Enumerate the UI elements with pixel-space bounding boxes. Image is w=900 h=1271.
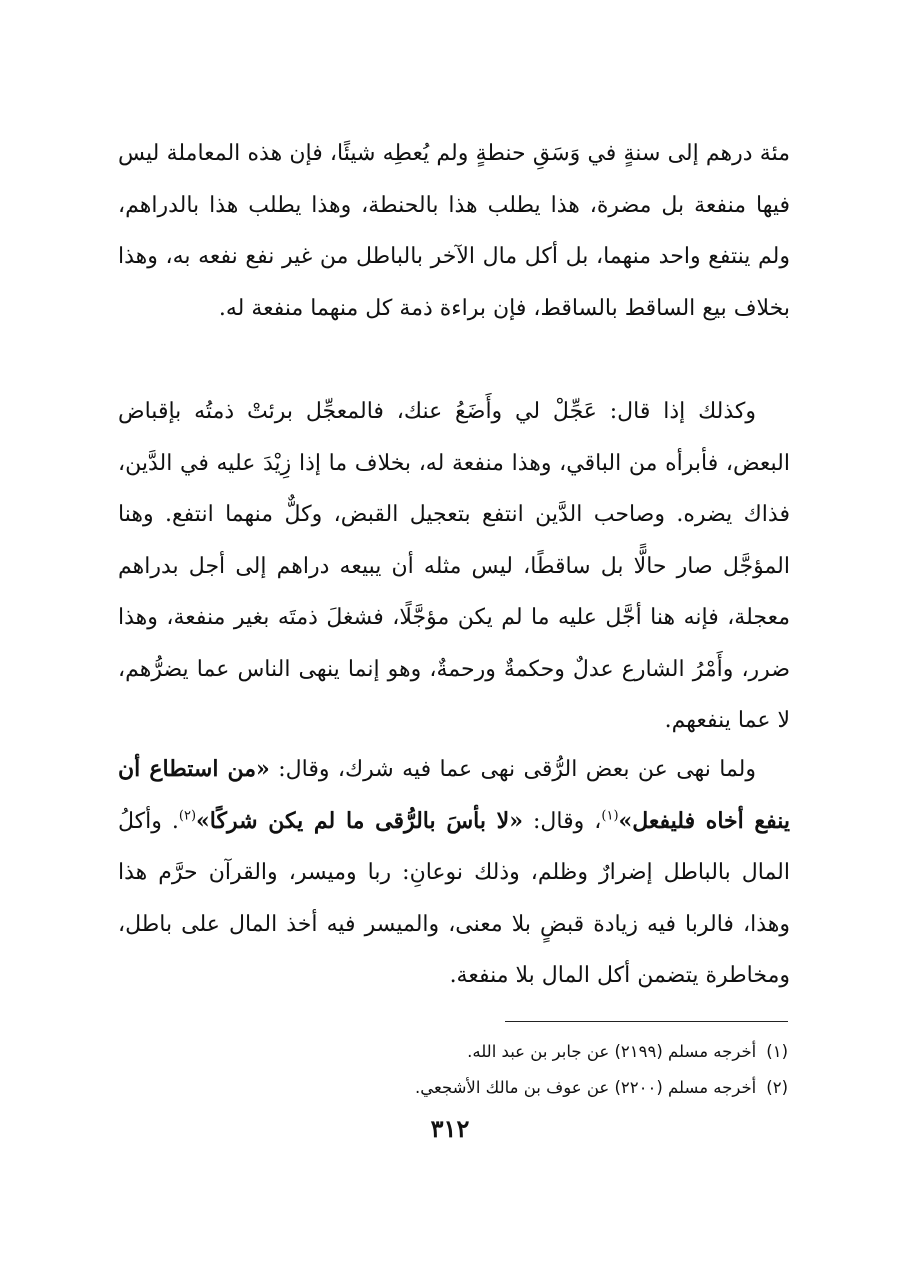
footnote-2 <box>118 1070 788 1106</box>
footnote-text: أخرجه مسلم (٢١٩٩) عن جابر بن عبد الله. <box>467 1042 757 1061</box>
footnote-ref-1[interactable]: (١) <box>601 808 619 824</box>
paragraph-3-part-3: . وأكلُ المال بالباطل إضرارٌ وظلم، وذلك نوعانِ: ربا وميسر، والقرآن حرَّم هذا وهذا، فالربا فيه زيادة قبضٍ بلا معنى، والميسر فيه أخذ المال على باطل، ومخاطرة يتضمن أكل المال بلا منفعة. <box>118 808 790 988</box>
page-number: ٣١٢ <box>430 1114 470 1143</box>
footnote-number: (٢) <box>766 1078 788 1097</box>
footnotes <box>118 1034 788 1106</box>
paragraph-3-part-1: ولما نهى عن بعض الرُّقى نهى عما فيه شرك، وقال: <box>269 757 756 782</box>
paragraph-1-text: مئة درهم إلى سنةٍ في وَسَقِ حنطةٍ ولم يُعطِه شيئًا، فإن هذه المعاملة ليس فيها منفعة بل مضرة، هذا يطلب هذا بالحنطة، وهذا يطلب هذا بالدراهم، ولم ينتفع واحد منهما، بل أكل مال الآخر بالباطل من غير نفع نفعه به، وهذا بخلاف بيع الساقط بالساقط، فإن براءة ذمة كل منهما منفعة له. <box>118 141 790 321</box>
paragraph-2 <box>118 386 790 747</box>
paragraph-3 <box>118 744 790 1002</box>
paragraph-1 <box>118 128 790 334</box>
footnote-divider <box>505 1021 788 1022</box>
hadith-quote-1: «من استطاع أن ينفع أخاه فليفعل» <box>118 756 791 834</box>
footnote-number: (١) <box>766 1042 788 1061</box>
footnote-ref-2[interactable]: (٢) <box>178 808 197 824</box>
hadith-quote-2: «لا بأسَ بالرُّقى ما لم يكن شركًا» <box>196 807 523 834</box>
paragraph-3-part-2: ، وقال: <box>522 808 602 834</box>
paragraph-2-text: وكذلك إذا قال: عَجِّلْ لي وأَضَعُ عنك، فالمعجِّل برئتْ ذمتُه بإقباض البعض، فأبرأه من الباقي، وهذا منفعة له، بخلاف ما إذا زِيْدَ عليه في الدَّين، فذاك يضره. وصاحب الدَّين انتفع بتعجيل القبض، وكلٌّ منهما انتفع. وهنا المؤجَّل صار حالًّا بل ساقطًا، ليس مثله أن يبيعه دراهم إلى أجل بدراهم معجلة، فإنه هنا أجَّل عليه ما لم يكن مؤجَّلًا، فشغلَ ذمتَه بغير منفعة، وهذا ضرر، وأَمْرُ الشارع عدلٌ وحكمةٌ ورحمةٌ، وهو إنما ينهى الناس عما يضرُّهم، لا عما ينفعهم. <box>118 399 790 733</box>
paragraph-3-text <box>118 744 790 1002</box>
footnote-1 <box>118 1034 788 1070</box>
footnote-text: أخرجه مسلم (٢٢٠٠) عن عوف بن مالك الأشجعي. <box>415 1078 757 1097</box>
